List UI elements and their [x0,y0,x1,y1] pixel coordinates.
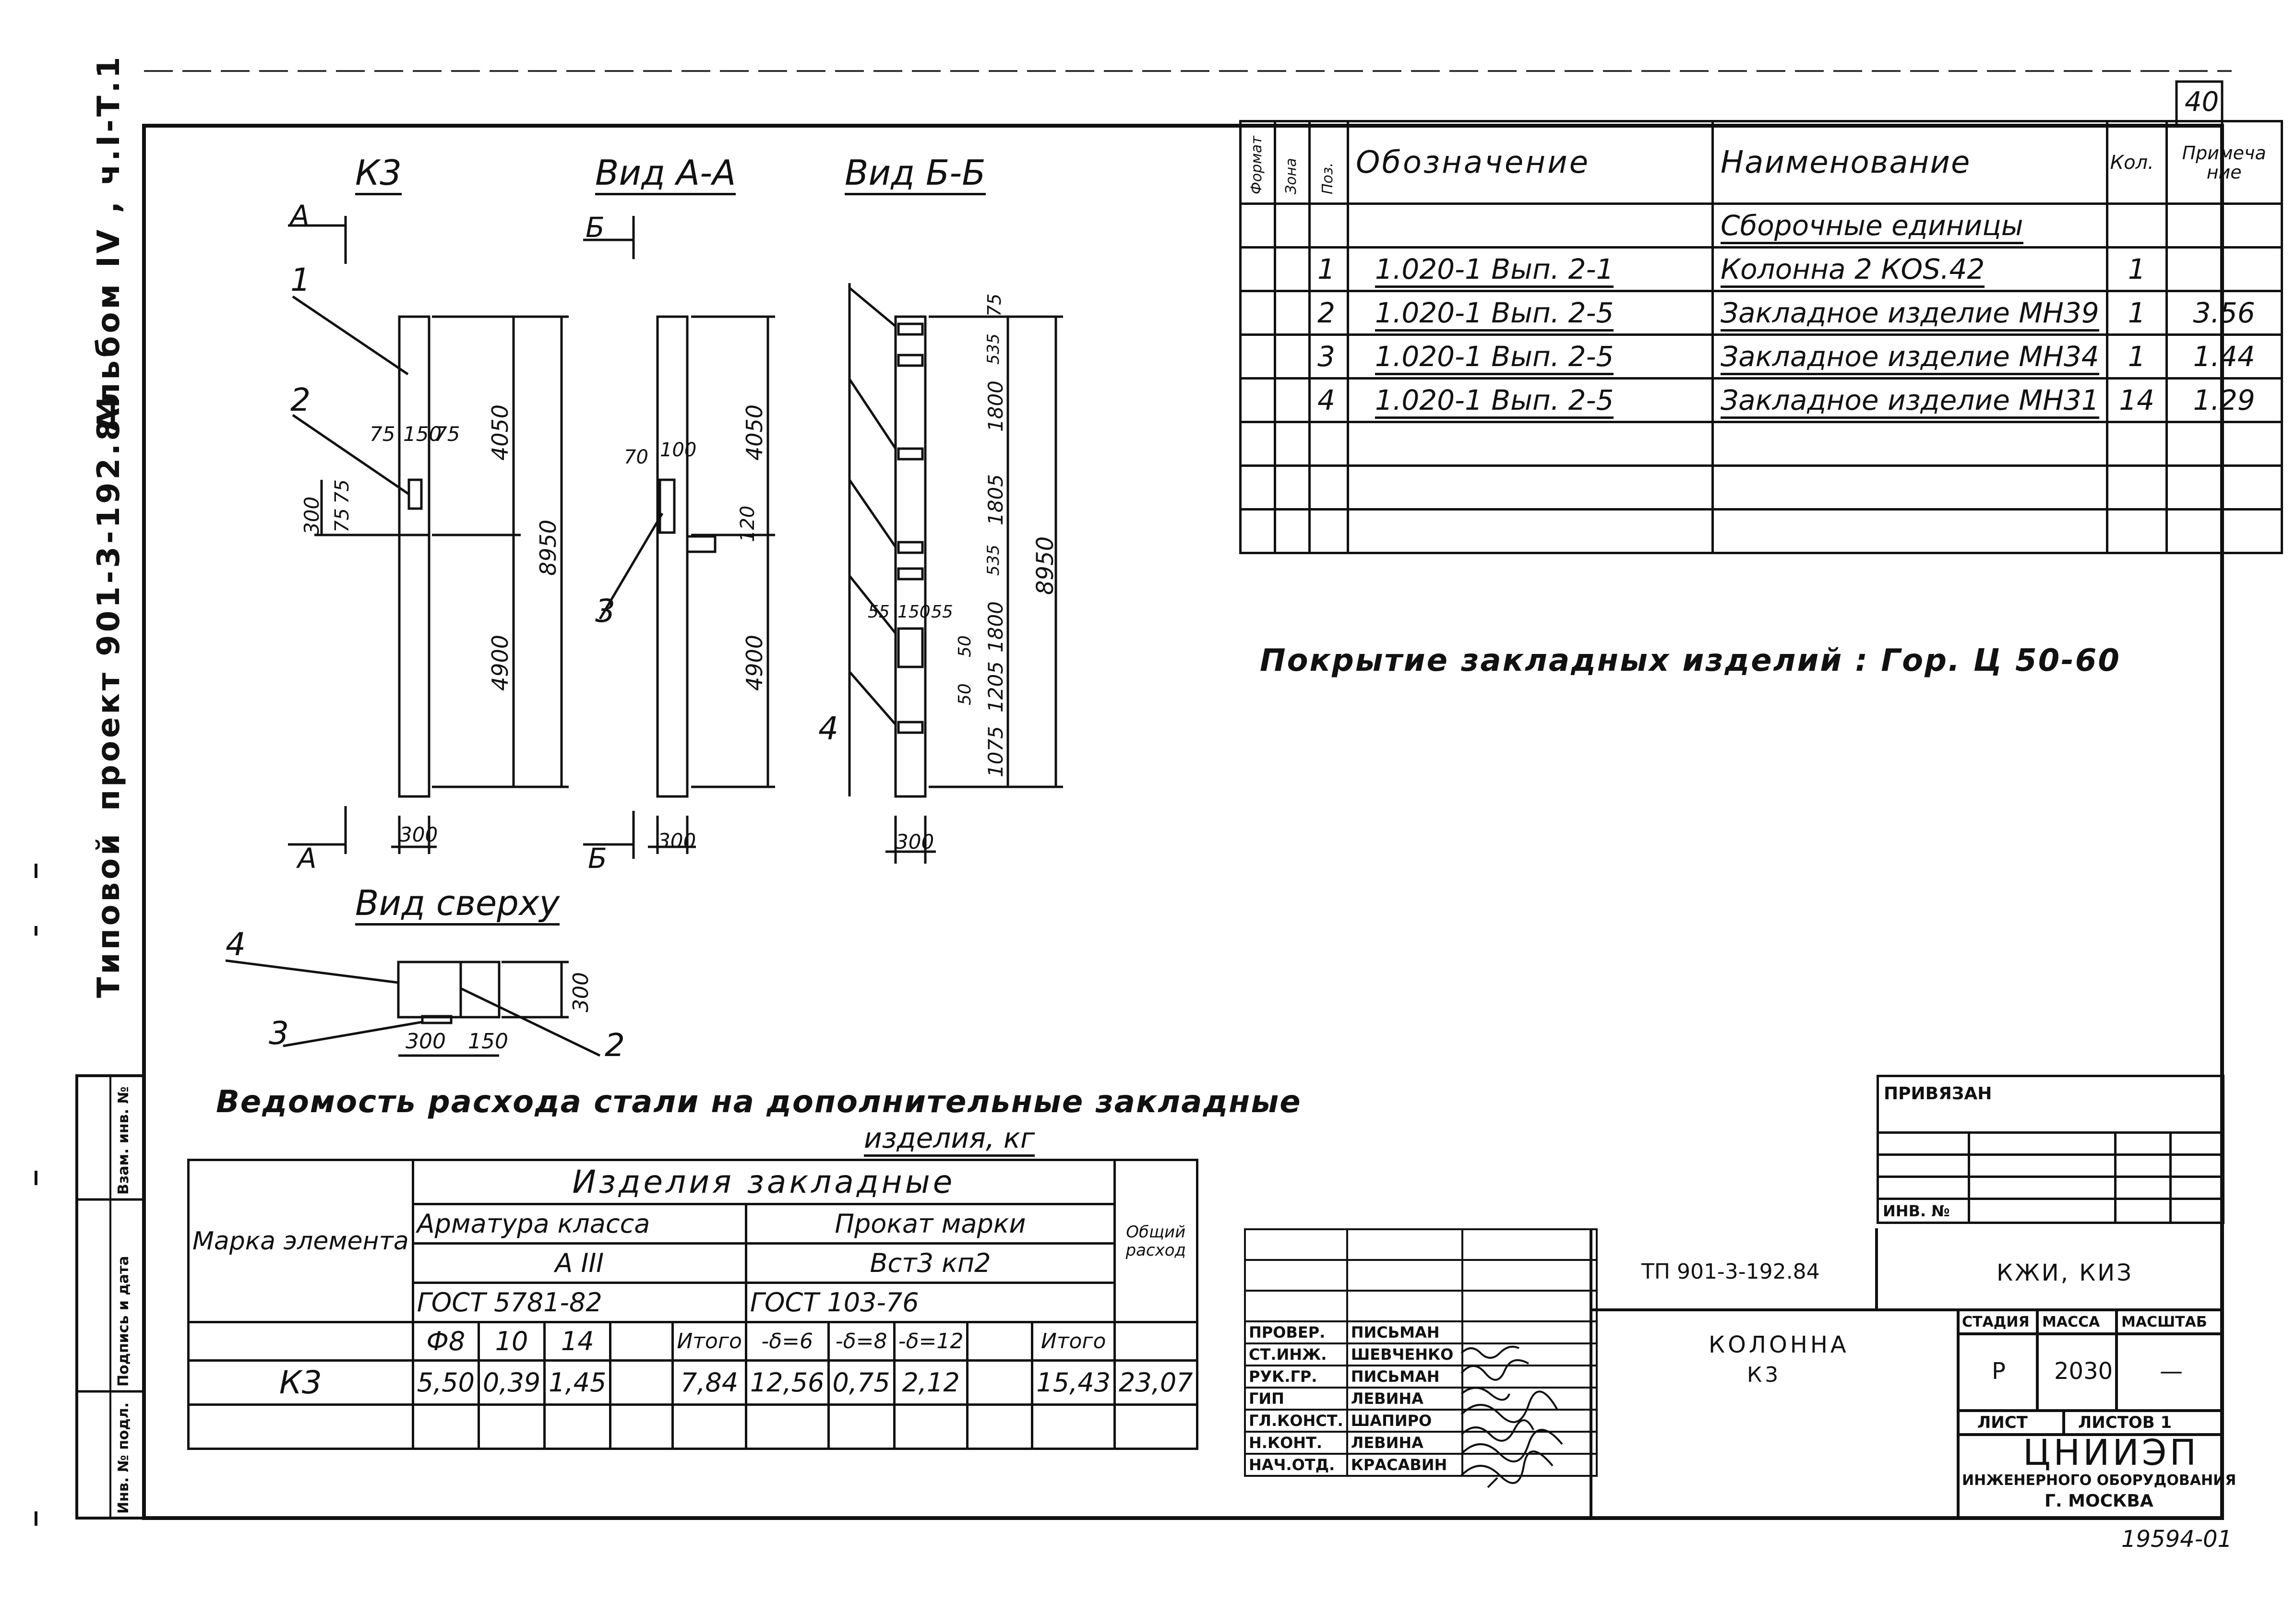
steel-header-embedded: Изделия закладные [413,1160,1114,1204]
title-scale-value: — [2160,1358,2183,1385]
title-object-mark: К3 [1747,1363,1782,1387]
view-title-aa: Вид А-А [595,153,736,195]
dim-aa-120: 120 [737,505,759,542]
spec-header-qty: Кол. [2107,121,2166,204]
spec-section-title: Сборочные единицы [1721,209,2023,244]
dim-aa-100: 100 [660,439,697,461]
dim-bb-300: 300 [896,830,934,854]
title-stage-label: СТАДИЯ [1962,1314,2030,1330]
callout-4: 4 [818,710,838,747]
spec-header-format: Формат [1248,136,1265,194]
callout-4-top: 4 [226,926,246,963]
spec-row-3-name: Закладное изделие МН34 [1721,340,2099,375]
side-caption-album: Альбом IV , ч.I-Т.1 [91,54,127,432]
spec-header-name: Наименование [1713,121,2107,204]
title-mass-label: МАССА [2042,1314,2100,1330]
dim-top-300: 300 [406,1029,446,1054]
steel-header-vst: Вст3 кп2 [746,1244,1114,1283]
stamp-role: РУК.ГР. [1245,1366,1347,1388]
spec-row-3-qty: 1 [2107,335,2166,379]
steel-val-itogo-rolled: 15,43 [1032,1361,1115,1405]
stamp-name: ПИСЬМАН [1347,1366,1462,1388]
view-title-bb: Вид Б-Б [845,153,986,195]
title-sheets-label: ЛИСТОВ 1 [2078,1413,2172,1432]
callout-2: 2 [290,381,311,418]
spec-row-1-designation: 1.020-1 Вып. 2-1 [1375,253,1614,288]
spec-row-3-note: 1.44 [2166,335,2282,379]
dim-k3-75b: 75 [331,508,353,533]
archive-number: 19594-01 [2121,1526,2233,1553]
title-org: ЦНИИЭП [2023,1432,2200,1473]
title-sheet-code: КЖИ, КИЗ [1997,1259,2133,1286]
steel-table-title: Ведомость расхода стали на дополнительные закладные [216,1084,1302,1120]
steel-header-mark: Марка элемента [189,1160,413,1322]
title-stage-value: Р [1992,1358,2006,1385]
dim-k3-300-bottom: 300 [399,823,438,846]
title-mass-value: 2030 [2054,1358,2113,1385]
spec-row-2-qty: 1 [2107,291,2166,335]
spec-row-4-qty: 14 [2107,379,2166,422]
steel-val-total: 23,07 [1114,1361,1197,1405]
title-city: Г. МОСКВА [2045,1491,2153,1511]
dim-top-300-vert: 300 [569,972,593,1012]
dim-bb-75: 75 [984,293,1005,317]
stamp-name: ПИСЬМАН [1347,1321,1462,1343]
callout-3-top: 3 [269,1015,289,1052]
dim-bb-1075: 1075 [984,726,1007,777]
stamp-podpis-data: Подпись и дата [115,1256,132,1387]
spec-row-1-pos: 1 [1310,248,1348,291]
steel-sub-d8: -δ=8 [828,1322,894,1361]
stamp-role: НАЧ.ОТД. [1245,1454,1347,1476]
spec-row-4-name: Закладное изделие МН31 [1721,384,2099,419]
stamp-name: ШЕВЧЕНКО [1347,1343,1462,1366]
dim-bb-8950: 8950 [1032,536,1059,595]
steel-header-a3: А III [413,1244,746,1283]
steel-val-d12: 2,12 [894,1361,968,1405]
steel-row-mark: К3 [189,1361,413,1405]
side-caption-typovoy: Типовой [91,831,127,998]
dim-bb-535b: 535 [984,545,1003,576]
spec-row-4-designation: 1.020-1 Вып. 2-5 [1375,384,1614,419]
stamp-name: ЛЕВИНА [1347,1388,1462,1410]
steel-sub-f8: Ф8 [413,1322,478,1361]
stamp-role: ГИП [1245,1388,1347,1410]
dim-bb-1800a: 1800 [984,380,1007,432]
spec-row-3-pos: 3 [1310,335,1348,379]
steel-val-10: 0,39 [478,1361,544,1405]
title-object-name: КОЛОННА [1709,1331,1849,1358]
dim-bb-50a: 50 [955,635,975,657]
steel-header-rolled-mark: Прокат марки [746,1204,1114,1244]
privyazan-title: ПРИВЯЗАН [1878,1076,2224,1133]
steel-header-gost-rolled: ГОСТ 103-76 [746,1283,1114,1322]
dim-k3-8950: 8950 [535,519,561,576]
steel-val-14: 1,45 [545,1361,610,1405]
title-scale-label: МАСШТАБ [2121,1314,2207,1330]
dim-bb-535a: 535 [984,333,1003,365]
stamp-inv-podl: Инв. № подл. [115,1402,132,1514]
steel-sub-d12: -δ=12 [894,1322,968,1361]
steel-val-d6: 12,56 [746,1361,828,1405]
dim-k3-150: 150 [403,422,442,446]
spec-header-pos: Поз. [1319,162,1336,194]
title-sheet-label: ЛИСТ [1977,1413,2028,1432]
corner-page-number: 40 [2185,86,2219,118]
dim-k3-4900: 4900 [487,634,513,691]
section-mark-b-bottom: Б [588,842,607,875]
steel-header-rebar-class: Арматура класса [413,1204,746,1244]
dim-aa-70: 70 [624,446,648,468]
spec-row-2-note: 3.56 [2166,291,2282,335]
dim-k3-75a: 75 [331,479,353,504]
steel-header-total: Общий расход [1114,1160,1197,1322]
spec-row-2-pos: 2 [1310,291,1348,335]
stamp-name: ШАПИРО [1347,1410,1462,1432]
spec-row-1-qty: 1 [2107,248,2166,291]
dim-aa-4900: 4900 [741,634,767,691]
stamp-role: СТ.ИНЖ. [1245,1343,1347,1366]
dim-bb-55a: 55 [868,602,890,622]
spec-header-designation: Обозначение [1348,121,1713,204]
dim-k3-300: 300 [300,496,323,535]
stamp-role: ГЛ.КОНСТ. [1245,1410,1347,1432]
section-mark-b-top: Б [586,211,605,244]
callout-1: 1 [290,261,311,298]
dim-bb-1800b: 1800 [984,601,1007,653]
spec-row-2-designation: 1.020-1 Вып. 2-5 [1375,297,1614,332]
dim-bb-50b: 50 [955,683,975,705]
privyazan-inv: ИНВ. № [1878,1199,1969,1223]
steel-val-f8: 5,50 [413,1361,478,1405]
section-mark-a-top: А [290,199,310,232]
title-code: ТП 901-3-192.84 [1641,1259,1820,1284]
view-title-k3: К3 [355,153,402,195]
spec-row-3-designation: 1.020-1 Вып. 2-5 [1375,340,1614,375]
spec-row-4-pos: 4 [1310,379,1348,422]
dim-k3-75-right: 75 [434,422,460,446]
callout-3: 3 [595,593,615,629]
dim-aa-300: 300 [658,829,696,853]
stamp-name: КРАСАВИН [1347,1454,1462,1476]
title-org-line2: ИНЖЕНЕРНОГО ОБОРУДОВАНИЯ [1962,1472,2236,1489]
stamp-role: Н.КОНТ. [1245,1432,1347,1454]
spec-row-1-name: Колонна 2 КОS.42 [1721,253,1985,288]
dim-bb-1205: 1205 [984,661,1007,712]
dim-bb-55b: 55 [931,602,953,622]
steel-table-title-unit: изделия, кг [864,1122,1035,1157]
callout-2-top: 2 [605,1027,625,1064]
dim-bb-1805: 1805 [984,474,1007,525]
steel-sub-d6: -δ=6 [746,1322,828,1361]
dim-aa-4050: 4050 [741,404,767,461]
spec-header-zone: Зона [1283,158,1300,194]
spec-row-4-note: 1.29 [2166,379,2282,422]
steel-sub-itogo-rebar: Итого [673,1322,746,1361]
dim-top-150: 150 [468,1029,508,1054]
steel-sub-14: 14 [545,1322,610,1361]
spec-header-note: Примеча ние [2166,121,2282,204]
stamp-vzam: Взам. инв. № [115,1086,132,1195]
side-caption-project: проект 901-3-192.84 [91,392,127,811]
coating-note: Покрытие закладных изделий : Гор. Ц 50-60 [1260,643,2121,678]
steel-sub-10: 10 [478,1322,544,1361]
steel-val-d8: 0,75 [828,1361,894,1405]
steel-val-itogo-rebar: 7,84 [673,1361,746,1405]
stamp-role: ПРОВЕР. [1245,1321,1347,1343]
steel-sub-itogo-rolled: Итого [1032,1322,1115,1361]
stamp-name: ЛЕВИНА [1347,1432,1462,1454]
dim-bb-150: 150 [897,602,931,622]
dim-k3-75-left: 75 [370,422,395,446]
spec-row-2-name: Закладное изделие МН39 [1721,297,2099,332]
section-mark-a-bottom: А [298,842,317,875]
view-title-top: Вид сверху [355,883,560,926]
dim-k3-4050: 4050 [487,404,513,461]
steel-header-gost-rebar: ГОСТ 5781-82 [413,1283,746,1322]
